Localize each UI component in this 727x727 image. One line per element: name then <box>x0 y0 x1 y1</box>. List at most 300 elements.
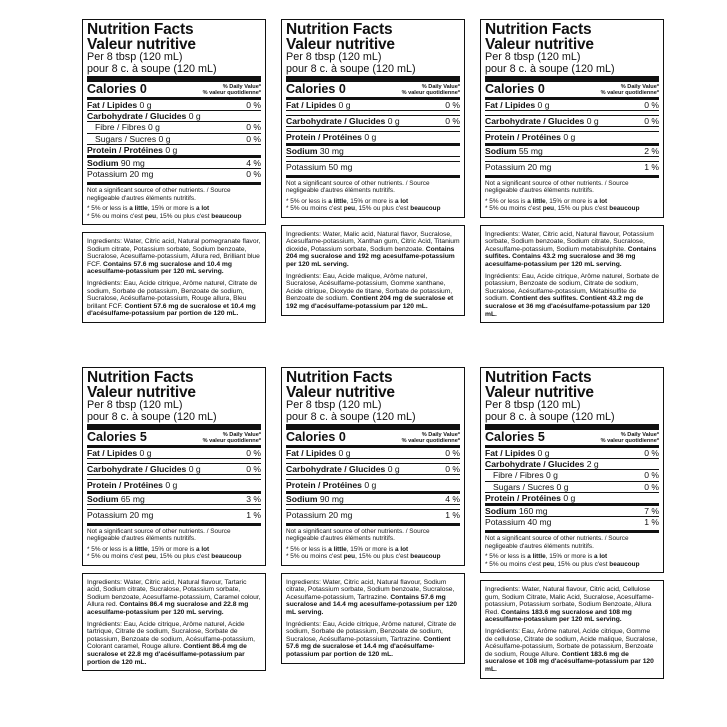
dv-header-en: % Daily Value* <box>620 83 659 90</box>
calories-row <box>485 430 659 445</box>
ingredients-en-contains: Contains 86.4 mg sucralose and 22.8 mg acesulfame-potassium per 120 mL serving. <box>87 601 249 617</box>
carbohydrate-amount: 0 g <box>188 464 201 475</box>
ingredients-en-contains: Contains 183.6 mg sucralose and 108 mg acesulfame-potassium per 120 mL serving. <box>485 608 632 624</box>
protein-label-group <box>485 132 575 142</box>
fat-row <box>87 448 261 458</box>
fat-amount: 0 g <box>139 448 152 458</box>
ingredients-fr <box>485 273 659 319</box>
potassium-daily-value: 0 % <box>246 169 261 180</box>
serving-size-en: Per 8 tbsp (120 mL) <box>286 399 382 411</box>
dv-note-fr-b: beaucoup <box>609 560 640 568</box>
protein-label: Protein / Protéines <box>485 492 561 503</box>
sugars-amount: 0 g <box>556 481 569 492</box>
potassium-label-group <box>87 510 153 520</box>
dv-note-fr-2: , 15% ou plus c'est <box>355 553 411 561</box>
protein-row <box>286 131 460 142</box>
carbohydrate-label-group <box>485 459 599 469</box>
fibre-row <box>485 469 659 480</box>
sugars-label: Sugars / Sucres <box>493 481 555 492</box>
dv-note-en-b: a lot <box>196 545 210 553</box>
title-fr: Valeur nutritive <box>485 384 594 401</box>
dv-note-en-2: , 15% or more is <box>545 197 595 205</box>
dv-note-en-2: , 15% or more is <box>147 205 197 213</box>
protein-label-group <box>286 132 376 142</box>
protein-amount: 0 g <box>364 480 377 491</box>
calories-row <box>286 82 460 97</box>
dv-note-fr-a: peu <box>144 212 157 220</box>
protein-amount: 0 g <box>563 492 576 503</box>
title-fr: Valeur nutritive <box>87 384 196 401</box>
fat-label: Fat / Lipides <box>286 448 337 458</box>
dv-note-fr-2: , 15% ou plus c'est <box>156 553 212 561</box>
dv-header-fr: % valeur quotidienne* <box>600 89 659 96</box>
calories-label: Calories <box>87 82 137 96</box>
dv-note-en-b: a lot <box>196 205 210 213</box>
carbohydrate-label-group <box>87 464 201 474</box>
fat-label-group <box>87 100 151 110</box>
potassium-row <box>286 509 460 520</box>
dv-note-fr-b: beaucoup <box>410 205 441 213</box>
sodium-amount: 90 mg <box>120 158 145 169</box>
ingredients-fr-text: Ingrédients: Eau, Acide malique, Arôme naturel, Sucralose, Acésulfame-potassium, Gomme xanthane, Acide citrique, Dioxyde de titane, Sorbate de potassium, Benzoate de sodium. <box>286 272 453 303</box>
not-significant-text: Not a significant source of other nutrients. / Source negligeable d'autres éléments nutritifs. <box>286 528 430 543</box>
protein-label-group <box>485 493 575 503</box>
fat-amount: 0 g <box>537 100 550 110</box>
carbohydrate-label-group <box>286 464 400 474</box>
carbohydrate-label: Carbohydrate / Glucides <box>87 111 187 122</box>
title-fr: Valeur nutritive <box>286 384 395 401</box>
sodium-label: Sodium <box>485 506 517 517</box>
ingredients-fr <box>87 621 261 667</box>
carbohydrate-daily-value: 0 % <box>246 464 261 475</box>
fibre-daily-value: 0 % <box>644 470 659 481</box>
nutrition-label-1 <box>82 19 266 323</box>
fibre-label: Fibre / Fibres <box>493 470 544 481</box>
carbohydrate-label: Carbohydrate / Glucides <box>286 464 386 475</box>
fat-daily-value: 0 % <box>445 448 460 458</box>
serving-size-fr: pour 8 c. à soupe (120 mL) <box>286 62 416 75</box>
dv-header-fr: % valeur quotidienne* <box>202 437 261 444</box>
carbohydrate-row <box>87 110 261 121</box>
potassium-amount: 50 mg <box>328 161 353 172</box>
fibre-daily-value: 0 % <box>246 122 261 133</box>
sugars-row <box>87 133 261 144</box>
calories-value: 0 <box>338 430 346 444</box>
sodium-row <box>485 503 659 516</box>
dv-footnote <box>87 546 261 561</box>
fat-amount: 0 g <box>139 100 152 110</box>
potassium-row <box>87 509 261 520</box>
sugars-label-group <box>87 134 170 144</box>
sodium-label-group <box>286 146 344 156</box>
potassium-label: Potassium <box>286 509 327 520</box>
dv-note-en-2: , 15% or more is <box>545 553 595 561</box>
ingredients-en-text: Ingredients: Water, Citric acid, Natural flavour, Potassium sorbate, Sodium benzoate, Sodium citrate, Sucralose, Acesulfame-potassium, Sodium metabisulphite. <box>485 230 654 253</box>
fat-daily-value: 0 % <box>246 448 261 458</box>
protein-row <box>87 479 261 490</box>
dv-note-fr-1: * 5% ou moins c'est <box>87 553 145 561</box>
fat-row <box>485 448 659 458</box>
calories-label: Calories <box>286 82 336 96</box>
fat-label-group <box>485 448 549 458</box>
sodium-label-group <box>485 146 543 156</box>
ingredients-box <box>281 573 465 664</box>
carbohydrate-amount: 0 g <box>387 116 400 127</box>
not-significant-text: Not a significant source of other nutrients. / Source negligeable d'autres éléments nutritifs. <box>87 528 231 543</box>
potassium-row <box>485 161 659 172</box>
fat-daily-value: 0 % <box>644 448 659 458</box>
serving-size-en: Per 8 tbsp (120 mL) <box>87 399 183 411</box>
dv-note-en-2: , 15% or more is <box>346 545 396 553</box>
dv-header-en: % Daily Value* <box>421 83 460 90</box>
sodium-label-group <box>87 494 145 504</box>
dv-header-en: % Daily Value* <box>421 431 460 438</box>
carbohydrate-label-group <box>485 116 599 126</box>
protein-label: Protein / Protéines <box>485 132 561 143</box>
dv-footnote <box>286 546 460 561</box>
title-en: Nutrition Facts <box>87 369 194 386</box>
calories-value: 5 <box>537 430 545 444</box>
sodium-daily-value: 2 % <box>644 145 659 156</box>
protein-label: Protein / Protéines <box>286 480 362 491</box>
serving-size-en: Per 8 tbsp (120 mL) <box>485 51 581 63</box>
fibre-label-group <box>485 470 558 480</box>
carbohydrate-row <box>485 458 659 469</box>
potassium-label: Potassium <box>286 161 327 172</box>
protein-amount: 0 g <box>364 132 377 143</box>
not-significant-note <box>286 523 460 543</box>
sodium-label-group <box>286 494 344 504</box>
dv-note-fr-1: * 5% ou moins c'est <box>286 205 344 213</box>
serving-size-en: Per 8 tbsp (120 mL) <box>485 399 581 411</box>
dv-header-en: % Daily Value* <box>222 431 261 438</box>
carbohydrate-amount: 0 g <box>387 464 400 475</box>
nutrition-facts-table <box>82 19 266 225</box>
title-en: Nutrition Facts <box>87 21 194 38</box>
dv-note-fr-2: , 15% ou plus c'est <box>156 212 212 220</box>
fibre-amount: 0 g <box>148 122 160 133</box>
dv-note-fr-a: peu <box>542 205 555 213</box>
fat-row <box>87 100 261 110</box>
ingredients-en-text: Ingredients: Water, Natural flavour, Citric acid, Cellulose gum, Sodium Citrate, Malic Acid, Sucralose, Acesulfame-potassium, Potassium sorbate, Sodium Benzoate, Allura Red. <box>485 586 654 616</box>
sodium-row <box>286 143 460 156</box>
ingredients-en-contains: Contains sulfites. Contains 43.2 mg sucralose and 36 mg acesulfame-potassium per 120 mL serving. <box>485 245 657 269</box>
dv-header-en: % Daily Value* <box>620 431 659 438</box>
title-fr: Valeur nutritive <box>286 36 395 53</box>
protein-row <box>286 479 460 490</box>
ingredients-en <box>286 579 460 617</box>
dv-note-en-a: a little <box>328 197 347 205</box>
potassium-amount: 40 mg <box>527 517 552 528</box>
calories-row <box>87 82 261 97</box>
sodium-label: Sodium <box>286 493 318 504</box>
ingredients-en <box>485 231 659 269</box>
sodium-label: Sodium <box>485 145 517 156</box>
not-significant-note <box>286 175 460 195</box>
potassium-row <box>485 516 659 527</box>
dv-note-en-b: a lot <box>395 197 409 205</box>
carbohydrate-row <box>286 115 460 126</box>
not-significant-text: Not a significant source of other nutrients. / Source negligeable d'autres éléments nutritifs. <box>286 180 430 195</box>
sugars-daily-value: 0 % <box>246 133 261 144</box>
potassium-daily-value: 1 % <box>246 509 261 520</box>
fibre-amount: 0 g <box>546 470 558 481</box>
sugars-label: Sugars / Sucres <box>95 133 157 144</box>
sodium-amount: 55 mg <box>518 145 543 156</box>
ingredients-en <box>87 238 261 276</box>
nutrition-label-2 <box>281 19 465 316</box>
fat-daily-value: 0 % <box>445 100 460 110</box>
fat-row <box>286 100 460 110</box>
potassium-amount: 20 mg <box>129 169 154 180</box>
dv-header-fr: % valeur quotidienne* <box>600 437 659 444</box>
ingredients-fr-contains: Contient 57.6 mg de sucralose et 14.4 mg d'acésulfame-potassium par portion de 120 mL. <box>286 635 451 658</box>
calories-label: Calories <box>87 430 137 444</box>
not-significant-note <box>87 182 261 202</box>
dv-note-fr-b: beaucoup <box>211 212 242 220</box>
potassium-label-group <box>485 517 551 527</box>
protein-label-group <box>87 145 177 155</box>
potassium-amount: 20 mg <box>328 509 353 520</box>
dv-note-fr-1: * 5% ou moins c'est <box>485 560 543 568</box>
fat-row <box>286 448 460 458</box>
ingredients-en <box>485 586 659 624</box>
dv-header-en: % Daily Value* <box>222 83 261 90</box>
protein-row <box>485 131 659 142</box>
ingredients-fr <box>286 621 460 659</box>
carbohydrate-label-group <box>87 111 201 121</box>
serving-size-fr: pour 8 c. à soupe (120 mL) <box>286 410 416 423</box>
sugars-daily-value: 0 % <box>644 481 659 492</box>
fat-amount: 0 g <box>338 448 351 458</box>
ingredients-en-text: Ingredients: Water, Malic acid, Natural flavor, Sucralose, Acesulfame-potassium, Xanthan gum, Citric Acid, Titanium dioxide, Potassium sorbate, Sodium benzoate. <box>286 230 460 253</box>
dv-note-fr-a: peu <box>343 553 356 561</box>
dv-footnote <box>286 198 460 213</box>
nutrition-facts-table <box>480 19 664 218</box>
calories-row <box>87 430 261 445</box>
ingredients-fr-text: Ingrédients: Eau, Acide citrique, Arôme naturel, Sorbate de potassium, Benzoate de sodium, Citrate de sodium, Sucralose, Acésulfame-potassium, Métabisulfite de sodium. <box>485 272 659 303</box>
serving-size-fr: pour 8 c. à soupe (120 mL) <box>485 62 615 75</box>
fat-label: Fat / Lipides <box>485 448 536 458</box>
carbohydrate-label: Carbohydrate / Glucides <box>485 116 585 127</box>
title-en: Nutrition Facts <box>286 369 393 386</box>
dv-note-en-1: * 5% or less is <box>87 205 130 213</box>
fat-label: Fat / Lipides <box>286 100 337 110</box>
calories-value: 5 <box>139 430 147 444</box>
sodium-daily-value: 7 % <box>644 506 659 517</box>
ingredients-fr-contains: Contient 204 mg de sucralose et 192 mg d'acésulfame-potassium par 120 mL. <box>286 295 454 310</box>
serving-size-fr: pour 8 c. à soupe (120 mL) <box>87 62 217 75</box>
nutrition-facts-table <box>281 367 465 566</box>
fat-label-group <box>286 100 350 110</box>
potassium-label-group <box>87 169 153 179</box>
carbohydrate-amount: 0 g <box>188 111 201 122</box>
protein-amount: 0 g <box>165 480 178 491</box>
carbohydrate-row <box>485 115 659 126</box>
potassium-row <box>286 161 460 172</box>
nutrition-label-4 <box>82 367 266 671</box>
not-significant-note <box>485 530 659 550</box>
carbohydrate-daily-value: 0 % <box>445 116 460 127</box>
sodium-label: Sodium <box>87 158 119 169</box>
serving-size-fr: pour 8 c. à soupe (120 mL) <box>485 410 615 423</box>
ingredients-fr-text: Ingrédients: Eau, Acide citrique, Arôme naturel, Acide tartrique, Citrate de sodium, Sucralose, Sorbate de potassium, Benzoate de sodium, Acésulfame-potassium, Colorant caramel, Rouge allure. <box>87 620 256 651</box>
sodium-row <box>87 155 261 168</box>
ingredients-fr-contains: Contient 183.6 mg de sucralose et 108 mg d'acésulfame-potassium par 120 mL. <box>485 650 654 673</box>
not-significant-text: Not a significant source of other nutrients. / Source negligeable d'autres éléments nutritifs. <box>485 535 629 550</box>
ingredients-en-text: Ingredients: Water, Citric acid, Natural pomegranate flavor, Sodium citrate, Potassium sorbate, Sodium benzoate, Sucralose, Acesulfame-potassium, Allura red, Brilliant blue FCF. <box>87 238 261 268</box>
ingredients-fr-contains: Contient 86.4 mg de sucralose et 22.8 mg d'acésulfame-potassium par portion de 120 mL. <box>87 643 247 666</box>
fat-label-group <box>485 100 549 110</box>
dv-note-fr-a: peu <box>343 205 356 213</box>
ingredients-en <box>286 231 460 269</box>
potassium-amount: 20 mg <box>129 509 154 520</box>
dv-note-fr-1: * 5% ou moins c'est <box>87 212 145 220</box>
dv-note-fr-2: , 15% ou plus c'est <box>355 205 411 213</box>
potassium-label: Potassium <box>87 169 128 180</box>
calories-row <box>485 82 659 97</box>
fibre-label: Fibre / Fibres <box>95 122 146 133</box>
nutrition-label-6 <box>480 367 664 679</box>
ingredients-fr-text: Ingrédients: Eau, Acide citrique, Arôme naturel, Citrate de sodium, Sorbate de potassium, Benzoate de sodium, Sucralose, Acésulfame-potassium, Rouge allura, Bleu brillant FCF. <box>87 280 258 310</box>
potassium-daily-value: 1 % <box>644 161 659 172</box>
sodium-label: Sodium <box>87 493 119 504</box>
potassium-row <box>87 168 261 179</box>
ingredients-fr <box>286 273 460 311</box>
dv-note-en-a: a little <box>129 545 148 553</box>
ingredients-fr-text: Ingrédients: Eau, Arôme naturel, Acide citrique, Gomme de cellulose, Citrate de sodium, Acide malique, Sucralose, Acésulfame-potassium, Sorbate de potassium, Benzoate de sodium, Rouge Allure. <box>485 628 658 658</box>
ingredients-en-text: Ingredients: Water, Citric acid, Natural flavour, Sodium citrate, Potassium sorbate, Sodium benzoate, Sucralose, Acesulfame-potassium, Tartrazine. <box>286 578 455 601</box>
ingredients-box <box>82 232 266 323</box>
dv-note-fr-a: peu <box>542 560 555 568</box>
potassium-label-group <box>286 162 352 172</box>
ingredients-fr-text: Ingrédients: Eau, Acide citrique, Arôme naturel, Citrate de sodium, Sorbate de potassium, Benzoate de sodium, Sucralose, Acésulfame-potassium, Tartrazine. <box>286 620 457 643</box>
potassium-daily-value: 1 % <box>644 517 659 528</box>
not-significant-note <box>485 175 659 195</box>
protein-label: Protein / Protéines <box>286 132 362 143</box>
title-en: Nutrition Facts <box>286 21 393 38</box>
protein-amount: 0 g <box>165 144 178 155</box>
dv-note-en-1: * 5% or less is <box>286 197 329 205</box>
carbohydrate-amount: 2 g <box>586 459 599 470</box>
dv-note-fr-b: beaucoup <box>609 205 640 213</box>
protein-label: Protein / Protéines <box>87 144 163 155</box>
nutrition-facts-table <box>82 367 266 566</box>
not-significant-note <box>87 523 261 543</box>
sugars-label-group <box>485 482 568 492</box>
dv-note-en-2: , 15% or more is <box>346 197 396 205</box>
title-fr: Valeur nutritive <box>485 36 594 53</box>
carbohydrate-daily-value: 0 % <box>445 464 460 475</box>
fat-daily-value: 0 % <box>246 100 261 110</box>
ingredients-box <box>480 580 664 679</box>
sodium-row <box>286 491 460 504</box>
title-en: Nutrition Facts <box>485 21 592 38</box>
fat-row <box>485 100 659 110</box>
potassium-daily-value: 1 % <box>445 509 460 520</box>
sodium-amount: 30 mg <box>319 145 344 156</box>
sugars-amount: 0 g <box>158 133 171 144</box>
potassium-amount: 20 mg <box>527 161 552 172</box>
fat-amount: 0 g <box>537 448 550 458</box>
sodium-label-group <box>485 506 548 516</box>
dv-note-fr-b: beaucoup <box>211 553 242 561</box>
dv-note-fr-2: , 15% ou plus c'est <box>554 205 610 213</box>
sodium-row <box>87 491 261 504</box>
nutrition-label-3 <box>480 19 664 323</box>
dv-note-en-a: a little <box>527 197 546 205</box>
sodium-label-group <box>87 158 145 168</box>
dv-note-en-a: a little <box>328 545 347 553</box>
ingredients-fr <box>485 628 659 674</box>
dv-footnote <box>485 553 659 568</box>
potassium-label: Potassium <box>485 517 526 528</box>
sodium-daily-value: 4 % <box>246 158 261 169</box>
calories-label: Calories <box>485 430 535 444</box>
fat-label: Fat / Lipides <box>87 448 138 458</box>
dv-note-fr-1: * 5% ou moins c'est <box>485 205 543 213</box>
protein-row <box>485 492 659 503</box>
nutrition-facts-table <box>480 367 664 573</box>
serving-size-en: Per 8 tbsp (120 mL) <box>286 51 382 63</box>
calories-value: 0 <box>338 82 346 96</box>
sugars-row <box>485 481 659 492</box>
dv-footnote <box>485 198 659 213</box>
potassium-label: Potassium <box>87 509 128 520</box>
carbohydrate-label: Carbohydrate / Glucides <box>286 116 386 127</box>
protein-label-group <box>87 480 177 490</box>
carbohydrate-row <box>87 463 261 474</box>
protein-label-group <box>286 480 376 490</box>
carbohydrate-row <box>286 463 460 474</box>
protein-row <box>87 144 261 155</box>
title-fr: Valeur nutritive <box>87 36 196 53</box>
sodium-amount: 160 mg <box>518 506 548 517</box>
sodium-daily-value: 3 % <box>246 493 261 504</box>
dv-note-en-a: a little <box>129 205 148 213</box>
dv-header-fr: % valeur quotidienne* <box>202 89 261 96</box>
dv-note-en-b: a lot <box>594 197 608 205</box>
dv-note-fr-a: peu <box>144 553 157 561</box>
title-en: Nutrition Facts <box>485 369 592 386</box>
serving-size-fr: pour 8 c. à soupe (120 mL) <box>87 410 217 423</box>
potassium-label: Potassium <box>485 161 526 172</box>
carbohydrate-label: Carbohydrate / Glucides <box>485 459 585 470</box>
potassium-label-group <box>485 162 551 172</box>
dv-note-en-2: , 15% or more is <box>147 545 197 553</box>
not-significant-text: Not a significant source of other nutrients. / Source negligeable d'autres éléments nutritifs. <box>87 187 231 202</box>
carbohydrate-daily-value: 0 % <box>644 116 659 127</box>
ingredients-fr <box>87 280 261 318</box>
sodium-label: Sodium <box>286 145 318 156</box>
sodium-amount: 90 mg <box>319 493 344 504</box>
dv-header-fr: % valeur quotidienne* <box>401 437 460 444</box>
protein-amount: 0 g <box>563 132 576 143</box>
protein-label: Protein / Protéines <box>87 480 163 491</box>
dv-note-fr-1: * 5% ou moins c'est <box>286 553 344 561</box>
nutrition-label-5 <box>281 367 465 664</box>
ingredients-box <box>480 225 664 324</box>
ingredients-en-contains: Contains 57.6 mg sucralose and 10.4 mg acesulfame-potassium per 120 mL serving. <box>87 260 232 276</box>
dv-footnote <box>87 205 261 220</box>
dv-note-fr-b: beaucoup <box>410 553 441 561</box>
not-significant-text: Not a significant source of other nutrients. / Source negligeable d'autres éléments nutritifs. <box>485 180 629 195</box>
dv-note-en-1: * 5% or less is <box>286 545 329 553</box>
ingredients-fr-contains: Contient 57.6 mg de sucralose et 10.4 mg d'acésulfame-potassium par portion de 120 mL. <box>87 302 256 318</box>
sodium-amount: 65 mg <box>120 493 145 504</box>
ingredients-fr-contains: Contient des sulfites. Contient 43.2 mg de sucralose et 36 mg d'acésulfame-potassium par 120 mL. <box>485 295 651 318</box>
sodium-row <box>485 143 659 156</box>
